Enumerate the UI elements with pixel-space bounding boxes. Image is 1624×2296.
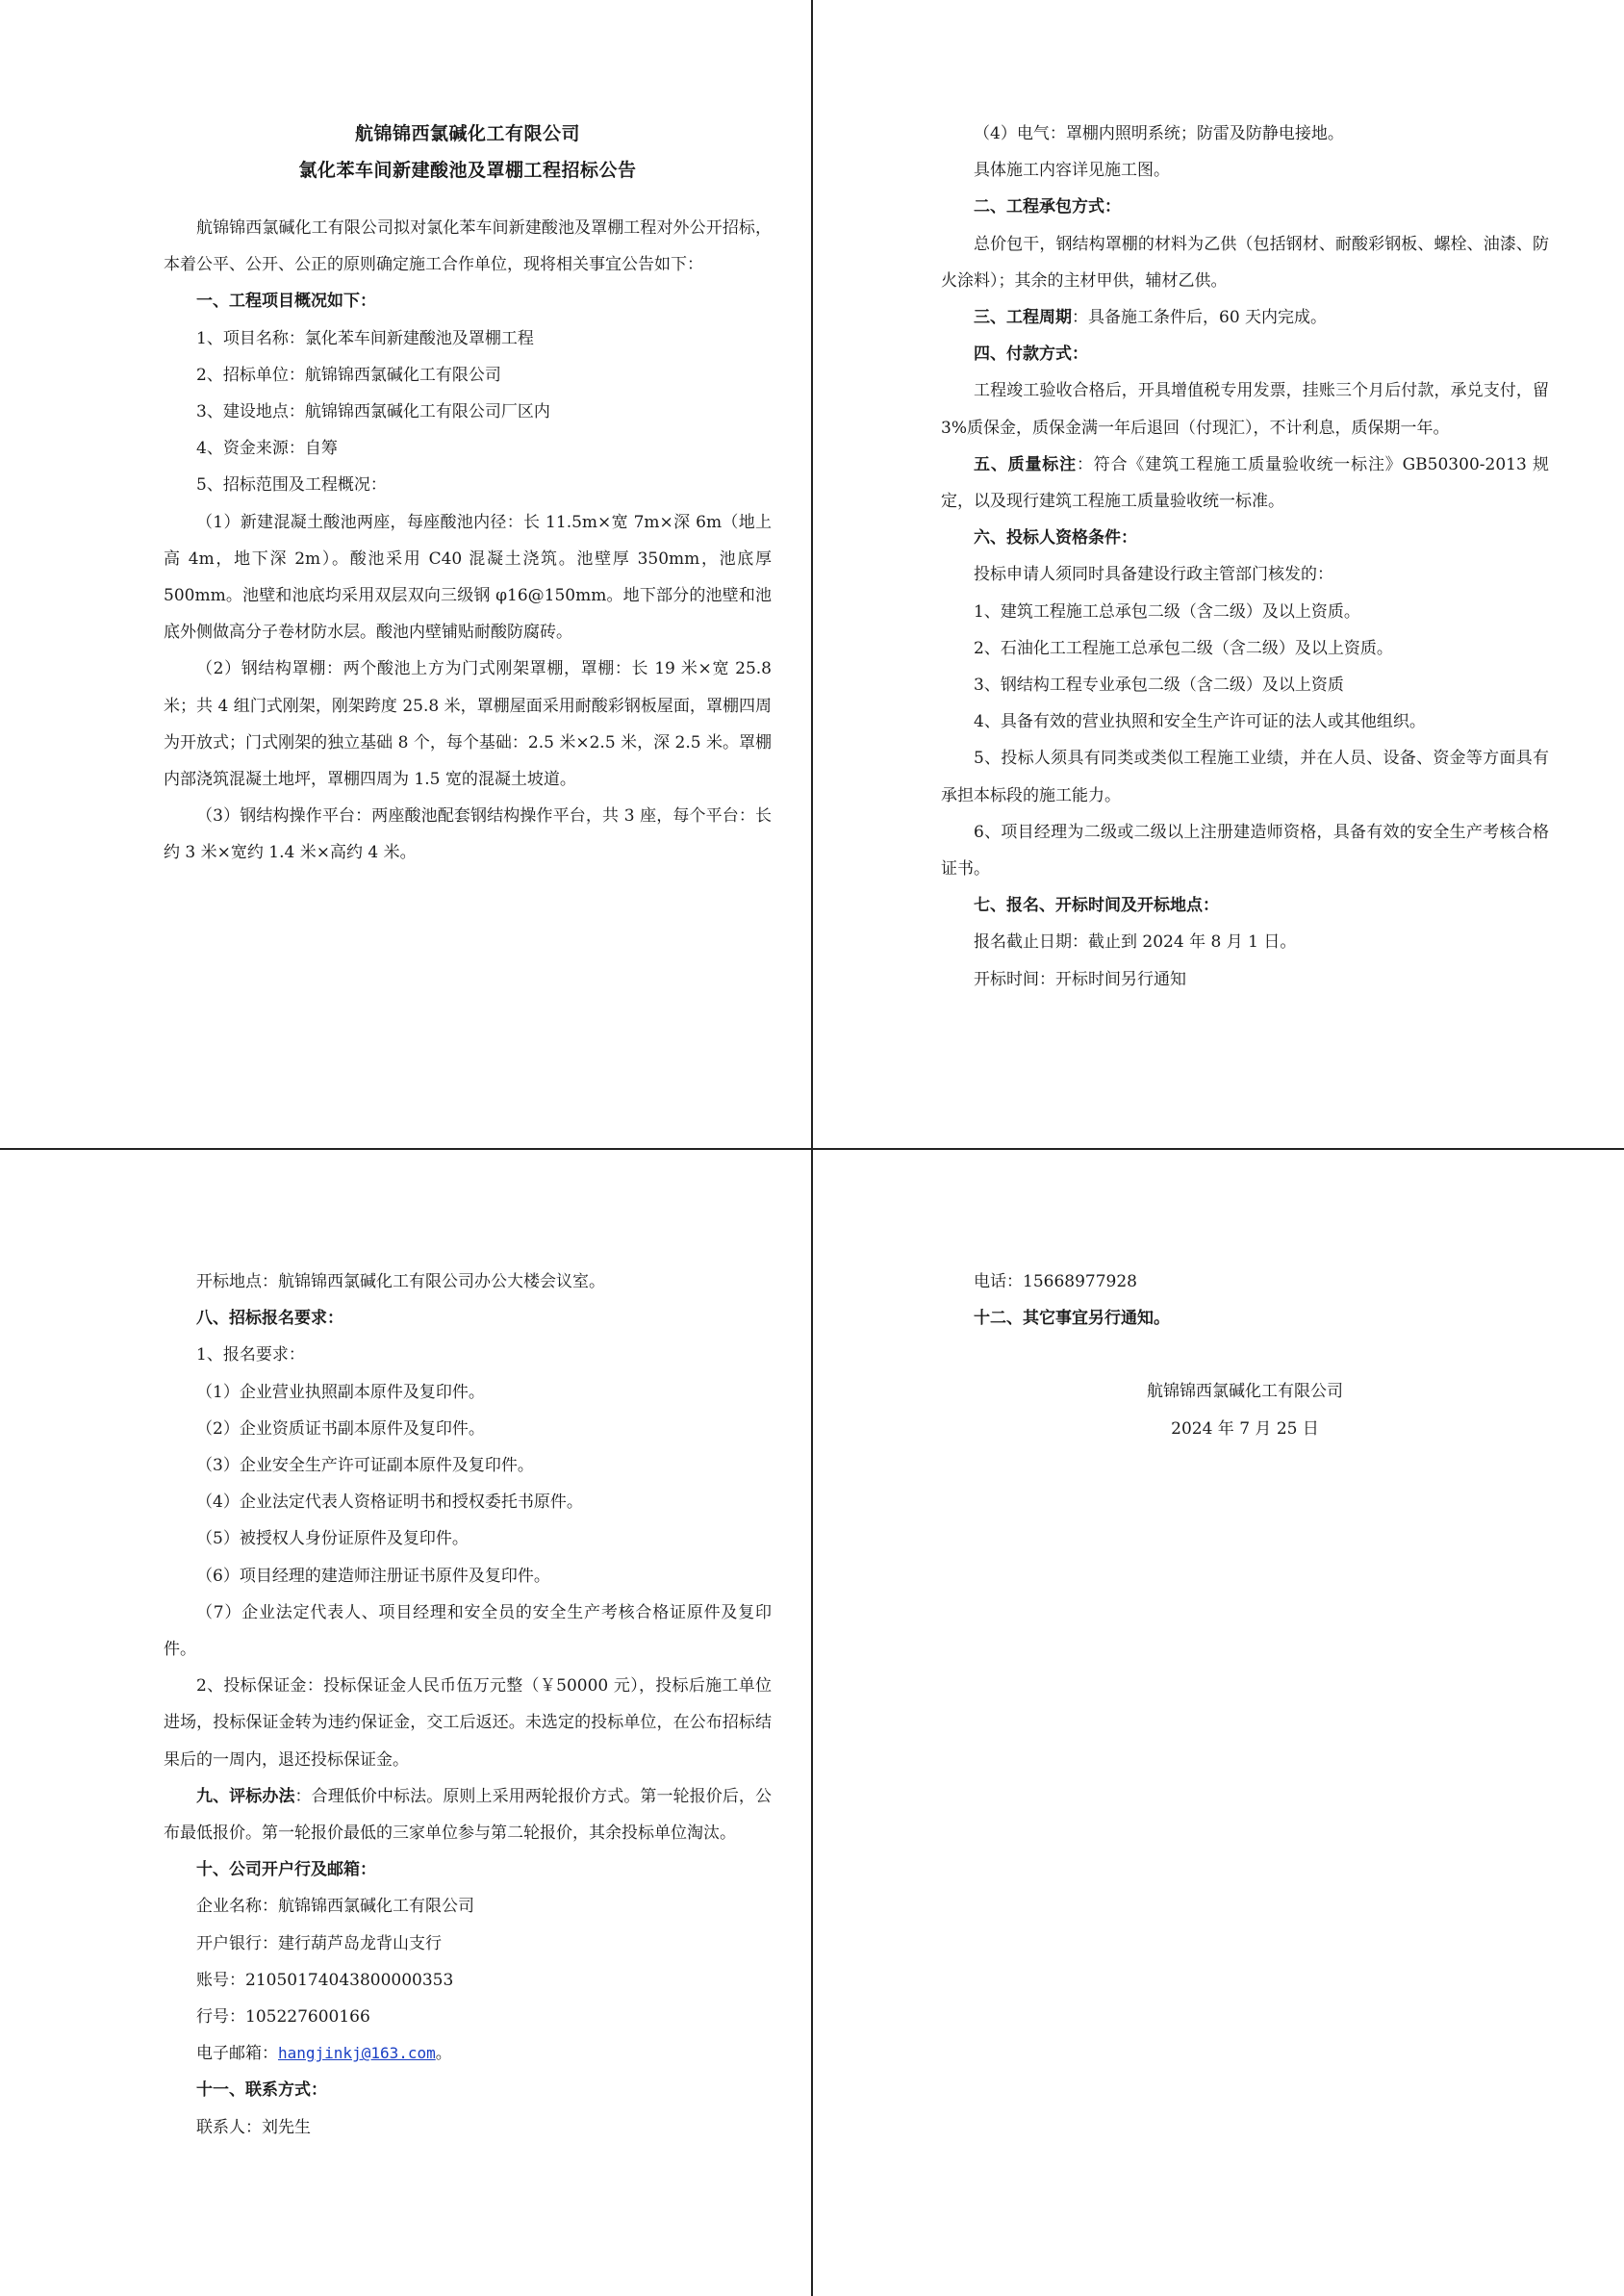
- email-line: [164, 2035, 772, 2072]
- project-item: 4、资金来源：自筹: [196, 439, 338, 459]
- drawing-note: 具体施工内容详见施工图。: [974, 161, 1170, 181]
- registration-item: （3）企业安全生产许可证副本原件及复印件。: [196, 1456, 534, 1476]
- bank-code: 行号：105227600166: [196, 2007, 370, 2028]
- section-12-heading: 十二、其它事宜另行通知。: [974, 1309, 1170, 1329]
- deposit-paragraph: 2、投标保证金：投标保证金人民币伍万元整（￥50000 元），投标后施工单位进场，投标保证金转为违约保证金，交工后返还。未选定的投标单位，在公布招标结果后的一周内，退还投标保证金。: [164, 1676, 772, 1770]
- section-10-heading: 十、公司开户行及邮箱：: [196, 1860, 376, 1880]
- qualification-item: 3、钢结构工程专业承包二级（含二级）及以上资质: [974, 676, 1344, 696]
- section-1-heading: 一、工程项目概况如下：: [196, 292, 376, 312]
- email-label: 电子邮箱：: [196, 2044, 278, 2064]
- email-period: 。: [435, 2044, 452, 2064]
- page-1: [164, 115, 772, 872]
- phone-number: 电话：15668977928: [974, 1272, 1137, 1291]
- bank-name: 开户银行：建行葫芦岛龙背山支行: [196, 1933, 442, 1953]
- section-5: [941, 446, 1549, 520]
- registration-deadline: 报名截止日期：截止到 2024 年 8 月 1 日。: [974, 932, 1297, 953]
- project-item: 3、建设地点：航锦锦西氯碱化工有限公司厂区内: [196, 402, 550, 422]
- section-7-heading: 七、报名、开标时间及开标地点：: [974, 896, 1219, 916]
- page-3: [164, 1263, 772, 2146]
- company-name: 企业名称：航锦锦西氯碱化工有限公司: [196, 1897, 474, 1917]
- section-3-text: ：具备施工条件后，60 天内完成。: [1072, 308, 1328, 328]
- opening-time: 开标时间：开标时间另行通知: [974, 969, 1186, 989]
- scope-paragraph-1: （1）新建混凝土酸池两座，每座酸池内径：长 11.5m×宽 7m×深 6m（地上高 4m，地下深 2m）。酸池采用 C40 混凝土浇筑。池壁厚 350mm，池底厚 500mm。池壁和池底均采用双层双向三级钢 φ16@150mm。地下部分的池壁和池底外侧做高分子卷材防水层。酸池内壁铺贴耐酸防腐砖。: [164, 512, 772, 643]
- section-2-heading: 二、工程承包方式：: [974, 197, 1121, 217]
- registration-item: （4）企业法定代表人资格证明书和授权委托书原件。: [196, 1492, 583, 1513]
- project-item: 1、项目名称：氯化苯车间新建酸池及罩棚工程: [196, 328, 534, 348]
- section-5-text: ：符合《建筑工程施工质量验收统一标注》GB50300-2013 规定，以及现行建筑工程施工质量验收统一标准。: [941, 454, 1549, 512]
- account-number: 账号：21050174043800000353: [196, 1970, 454, 1990]
- section-4-text: 工程竣工验收合格后，开具增值税专用发票，挂账三个月后付款，承兑支付，留 3%质保金，质保金满一年后退回（付现汇），不计利息，质保期一年。: [941, 381, 1549, 438]
- registration-item: （1）企业营业执照副本原件及复印件。: [196, 1382, 485, 1402]
- section-3-label: 三、工程周期: [974, 308, 1072, 328]
- scope-paragraph-3: （3）钢结构操作平台：两座酸池配套钢结构操作平台，共 3 座，每个平台：长约 3 米×宽约 1.4 米×高约 4 米。: [164, 806, 772, 863]
- qualification-item-6: 6、项目经理为二级或二级以上注册建造师资格，具备有效的安全生产考核合格证书。: [941, 822, 1549, 880]
- page-2: [941, 115, 1549, 998]
- project-item: 2、招标单位：航锦锦西氯碱化工有限公司: [196, 365, 501, 385]
- company-title: 航锦锦西氯碱化工有限公司: [354, 123, 580, 144]
- section-2-text: 总价包干，钢结构罩棚的材料为乙供（包括钢材、耐酸彩钢板、螺栓、油漆、防火涂料）；其余的主材甲供，辅材乙供。: [941, 234, 1549, 291]
- section-6-intro: 投标申请人须同时具备建设行政主管部门核发的：: [974, 565, 1333, 585]
- registration-item: （5）被授权人身份证原件及复印件。: [196, 1529, 469, 1549]
- registration-item: （2）企业资质证书副本原件及复印件。: [196, 1418, 485, 1439]
- section-9: [164, 1778, 772, 1851]
- page-divider-horizontal: [0, 1148, 1624, 1150]
- signature-company: 航锦锦西氯碱化工有限公司: [1147, 1382, 1343, 1402]
- qualification-item: 4、具备有效的营业执照和安全生产许可证的法人或其他组织。: [974, 712, 1426, 732]
- section-8-heading: 八、招标报名要求：: [196, 1309, 343, 1329]
- signature-date: 2024 年 7 月 25 日: [1171, 1418, 1319, 1439]
- section-6-heading: 六、投标人资格条件：: [974, 528, 1137, 548]
- project-item: 5、招标范围及工程概况：: [196, 475, 387, 496]
- registration-item-7: （7）企业法定代表人、项目经理和安全员的安全生产考核合格证原件及复印件。: [164, 1602, 772, 1660]
- qualification-item: 1、建筑工程施工总承包二级（含二级）及以上资质。: [974, 601, 1360, 622]
- qualification-item-5: 5、投标人须具有同类或类似工程施工业绩，并在人员、设备、资金等方面具有承担本标段的施工能力。: [941, 749, 1549, 805]
- section-9-label: 九、评标办法: [196, 1786, 295, 1806]
- section-3: [941, 299, 1549, 336]
- registration-title: 1、报名要求：: [196, 1345, 305, 1365]
- section-11-heading: 十一、联系方式：: [196, 2080, 327, 2101]
- section-5-label: 五、质量标注: [974, 454, 1077, 474]
- intro-paragraph: 航锦锦西氯碱化工有限公司拟对氯化苯车间新建酸池及罩棚工程对外公开招标，本着公平、公开、公正的原则确定施工合作单位，现将相关事宜公告如下：: [164, 218, 772, 275]
- scope-paragraph-2: （2）钢结构罩棚：两个酸池上方为门式刚架罩棚，罩棚：长 19 米×宽 25.8 米；共 4 组门式刚架，刚架跨度 25.8 米，罩棚屋面采用耐酸彩钢板屋面，罩棚四周为开放式；门式刚架的独立基础 8 个，每个基础：2.5 米×2.5 米，深 2.5 米。罩棚内部浇筑混凝土地坪，罩棚四周为 1.5 宽的混凝土坡道。: [164, 659, 772, 790]
- contact-person: 联系人：刘先生: [196, 2117, 311, 2137]
- notice-title: 氯化苯车间新建酸池及罩棚工程招标公告: [298, 160, 637, 181]
- page-4: [941, 1263, 1549, 1447]
- section-9-text: ：合理低价中标法。原则上采用两轮报价方式。第一轮报价后，公布最低报价。第一轮报价最低的三家单位参与第二轮报价，其余投标单位淘汰。: [164, 1786, 773, 1844]
- registration-item: （6）项目经理的建造师注册证书原件及复印件。: [196, 1566, 550, 1586]
- section-4-heading: 四、付款方式：: [974, 344, 1088, 365]
- scope-paragraph-4: （4）电气：罩棚内照明系统；防雷及防静电接地。: [974, 124, 1344, 143]
- qualification-item: 2、石油化工工程施工总承包二级（含二级）及以上资质。: [974, 638, 1393, 658]
- opening-place: 开标地点：航锦锦西氯碱化工有限公司办公大楼会议室。: [196, 1272, 605, 1291]
- email-link[interactable]: hangjinkj@163.com: [278, 2044, 436, 2063]
